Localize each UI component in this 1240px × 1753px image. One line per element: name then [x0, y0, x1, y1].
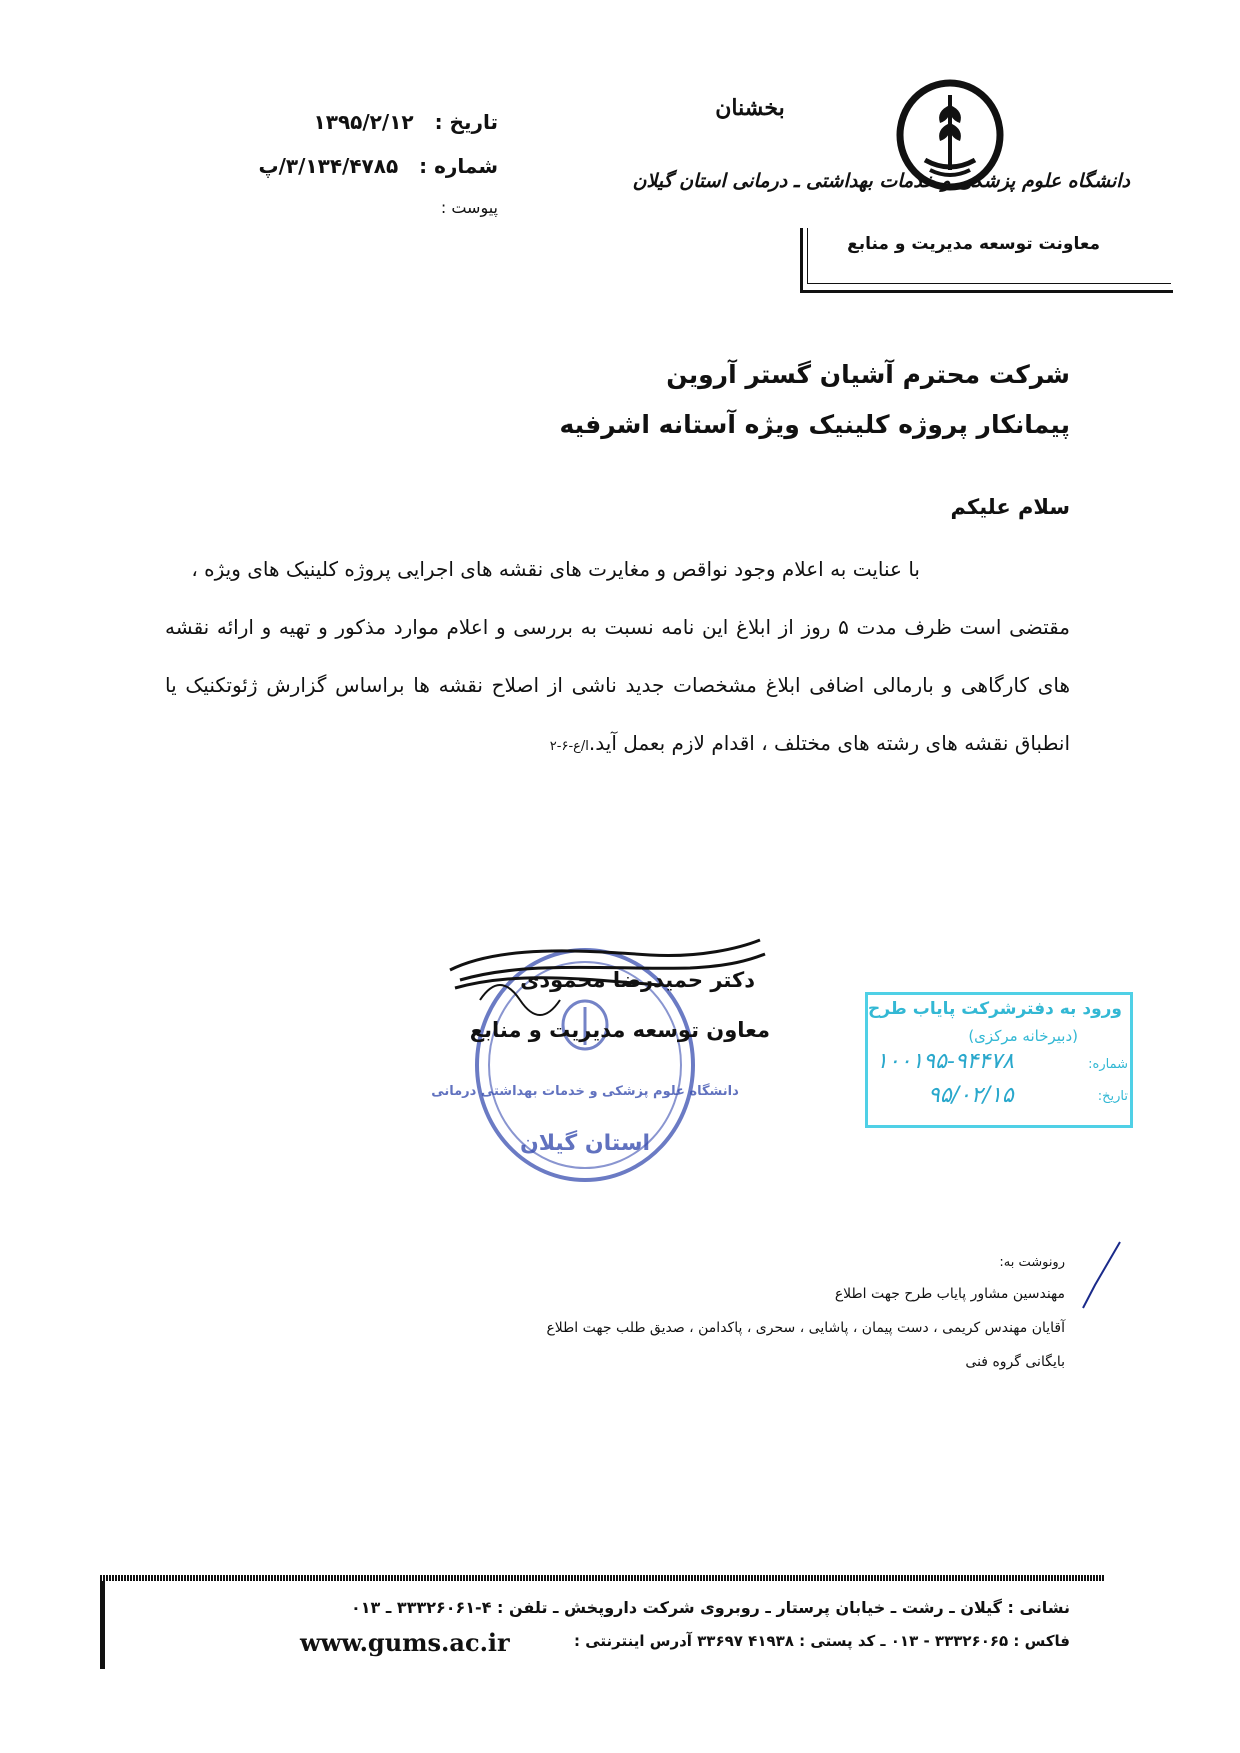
receipt-stamp [865, 992, 1133, 1128]
attachment-label: پیوست : [440, 198, 498, 217]
number-label: شماره : [419, 154, 498, 178]
stamp-date-label: تاریخ: [1097, 1089, 1128, 1104]
footer-frame [100, 1581, 105, 1669]
cc-check-mark-icon [1075, 1240, 1125, 1310]
stamp-date-value: ۹۵/۰۲/۱۵ [928, 1083, 1014, 1108]
body-paragraph-2-text: مقتضی است ظرف مدت ۵ روز از ابلاغ این نامه نسبت به بررسی و اعلام موارد مذکور و تهیه و ارائه نقشه های کارگاهی و بارمالی اضافی ابلاغ مشخصات جدید ناشی از اصلاح نقشه ها براساس گزارش ژئوتکنیک یا انطباق نقشه های رشته های مختلف ، اقدام لازم بعمل آید. [165, 615, 1070, 755]
letter-attachment [441, 198, 498, 217]
stamp-subtitle: (دبیرخانه مرکزی) [968, 1027, 1078, 1045]
stamp-title: ورود به دفترشرکت پایاب طرح [867, 999, 1122, 1019]
signer-title: معاون توسعه مدیریت و منابع [469, 1018, 770, 1042]
stamp-number-label: شماره: [1088, 1057, 1128, 1072]
stamp-number-value: ۱۰۰۱۹۵-۹۴۴۷۸ [876, 1049, 1014, 1074]
university-name: دانشگاه علوم پزشکی و خدمات بهداشتی ـ درمانی استان گیلان [632, 170, 1130, 192]
addressee-company: شرکت محترم آشیان گستر آروین [666, 360, 1070, 389]
bismillah-logo: بخشنان [715, 95, 785, 121]
date-label: تاریخ : [434, 110, 498, 134]
letter-number [258, 154, 498, 178]
footer-address: نشانی : گیلان ـ رشت ـ خیابان پرستار ـ روبروی شرکت داروپخش ـ تلفن : ۴-۳۳۳۲۶۰۶۱ ـ ۰۱۳ [351, 1598, 1070, 1617]
signature-scribble [440, 940, 770, 1060]
cc-item: آقایان مهندس کریمی ، دست پیمان ، پاشایی ، سحری ، پاکدامن ، صدیق طلب جهت اطلاع [546, 1320, 1065, 1336]
footer-fax-postal: فاکس : ۳۳۳۲۶۰۶۵ - ۰۱۳ ـ کد پستی : ۴۱۹۳۸ ۳۳۶۹۷ آدرس اینترنتی : [574, 1632, 1070, 1650]
letter-body [165, 540, 1070, 776]
number-value: ۳/۱۳۴/۴۷۸۵/پ [258, 154, 399, 178]
department-name: معاونت توسعه مدیریت و منابع [847, 234, 1100, 254]
footer-website-link[interactable]: www.gums.ac.ir [300, 1628, 510, 1657]
body-paragraph-2 [165, 598, 1070, 776]
addressee-role: پیمانکار پروژه کلینیک ویژه آستانه اشرفیه [559, 410, 1070, 439]
signer-name: دکتر حمیدرضا محمودی [520, 968, 755, 992]
seal-text-top: دانشگاه علوم پزشکی و خدمات بهداشتی درمانی [431, 1084, 739, 1099]
cc-item: مهندسین مشاور پایاب طرح جهت اطلاع [834, 1286, 1065, 1302]
footer-divider [100, 1575, 1105, 1581]
reference-code: ا/ع-۶-۲ [549, 739, 589, 754]
greeting: سلام علیکم [950, 495, 1070, 519]
seal-text-bottom: استان گیلان [519, 1131, 651, 1156]
date-value: ۱۳۹۵/۲/۱۲ [313, 110, 414, 134]
cc-title: رونوشت به: [999, 1255, 1065, 1270]
letter-date [314, 110, 498, 134]
cc-item: بایگانی گروه فنی [965, 1354, 1065, 1370]
body-paragraph-1: با عنایت به اعلام وجود نواقص و مغایرت های نقشه های اجرایی پروژه کلینیک های ویژه ، [191, 557, 920, 581]
